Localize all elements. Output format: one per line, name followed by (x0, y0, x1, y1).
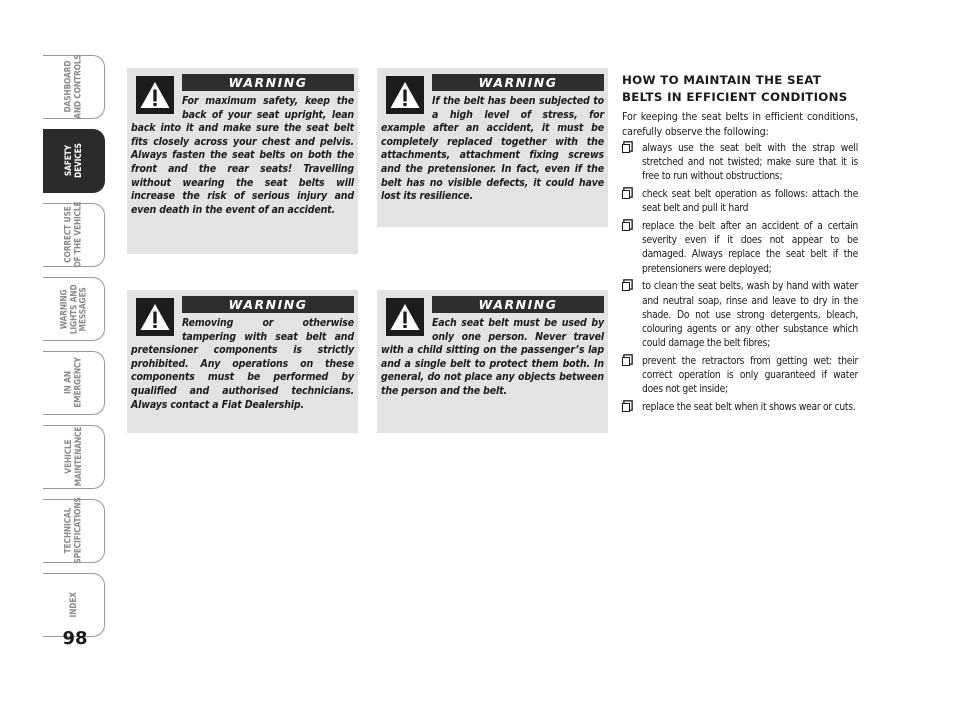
warning-title: WARNING (182, 296, 354, 313)
checkbox-bullet-icon (622, 403, 630, 412)
warning-box-tampering (127, 290, 358, 433)
list-item-text: check seat belt operation as follows: attach the seat belt and pull it hard (642, 189, 858, 215)
warning-text: If the belt has been subjected to a high level of stress, for example after an accident, it must be completely replaced together with the attachments, attachment fixing screws and the pretensioner. In fact, even if the belt has no visible defects, it could have lost its resilience. (381, 95, 604, 203)
warning-text: For maximum safety, keep the back of your seat upright, lean back into it and make sure the seat belt fits closely across your chest and pelvis. Always fasten the seat belts on both the front and the rear seats! Travelling without wearing the seat belts will increase the risk of serious injury and even death in the event of an accident. (131, 95, 354, 216)
tab-label: DASHBOARD AND CONTROLS (62, 54, 83, 120)
tab-dashboard-and-controls[interactable] (43, 55, 105, 119)
tab-label: SAFETY DEVICES (62, 143, 83, 179)
list-item (622, 401, 858, 415)
list-item (622, 280, 858, 351)
section-intro: For keeping the seat belts in efficient conditions, carefully observe the following: (622, 111, 858, 138)
warning-box-belt-stress (377, 68, 608, 227)
maintenance-section (622, 72, 858, 419)
warning-title: WARNING (432, 74, 604, 91)
tab-label: IN AN EMERGENCY (62, 357, 83, 409)
page-number: 98 (62, 628, 88, 649)
tab-vehicle-maintenance[interactable] (43, 425, 105, 489)
list-item (622, 142, 858, 185)
warning-box-one-person (377, 290, 608, 433)
list-item-text: always use the seat belt with the strap well stretched and not twisted; make sure that it is free to run without obstructions; (642, 143, 858, 183)
warning-title: WARNING (182, 74, 354, 91)
list-item (622, 220, 858, 277)
warning-text: Each seat belt must be used by only one person. Never travel with a child sitting on the passenger’s lap and a single belt to protect them both. In general, do not place any objects between the person and the belt. (381, 317, 604, 397)
tab-correct-use-of-the-vehicle[interactable] (43, 203, 105, 267)
tab-label: CORRECT USE OF THE VEHICLE (62, 201, 83, 269)
warning-box-seat-upright (127, 68, 358, 254)
tab-label: TECHNICAL SPECIFICATIONS (62, 497, 83, 565)
tab-technical-specifications[interactable] (43, 499, 105, 563)
list-item (622, 355, 858, 398)
list-item-text: prevent the retractors from getting wet: their correct operation is only guaranteed if water does not get inside; (642, 355, 858, 396)
section-title: HOW TO MAINTAIN THE SEAT BELTS IN EFFICIENT CONDITIONS (622, 73, 848, 104)
tab-label: VEHICLE MAINTENANCE (62, 427, 83, 487)
checkbox-bullet-icon (622, 282, 630, 291)
checkbox-bullet-icon (622, 222, 630, 231)
tab-label: WARNING LIGHTS AND MESSAGES (58, 284, 88, 334)
tab-safety-devices[interactable] (43, 129, 105, 193)
warning-text: Removing or otherwise tampering with seat belt and pretensioner components is strictly prohibited. Any operations on these components must be performed by qualified and authorised technicians. Always contact a Fiat Dealership. (131, 317, 354, 411)
tab-label: INDEX (67, 592, 78, 618)
tab-warning-lights-and-messages[interactable] (43, 277, 105, 341)
list-item-text: to clean the seat belts, wash by hand with water and neutral soap, rinse and leave to dry in the shade. Do not use strong detergents, bleach, colouring agents or any other substance which could damage the belt fibres; (642, 281, 858, 350)
checkbox-bullet-icon (622, 144, 630, 153)
warning-title: WARNING (432, 296, 604, 313)
checkbox-bullet-icon (622, 190, 630, 199)
tab-in-an-emergency[interactable] (43, 351, 105, 415)
checkbox-bullet-icon (622, 357, 630, 366)
list-item (622, 188, 858, 216)
list-item-text: replace the belt after an accident of a certain severity even if it does not appear to be damaged. Always replace the seat belt if the pretensioners were deployed; (642, 221, 858, 275)
list-item-text: replace the seat belt when it shows wear or cuts. (642, 401, 856, 413)
